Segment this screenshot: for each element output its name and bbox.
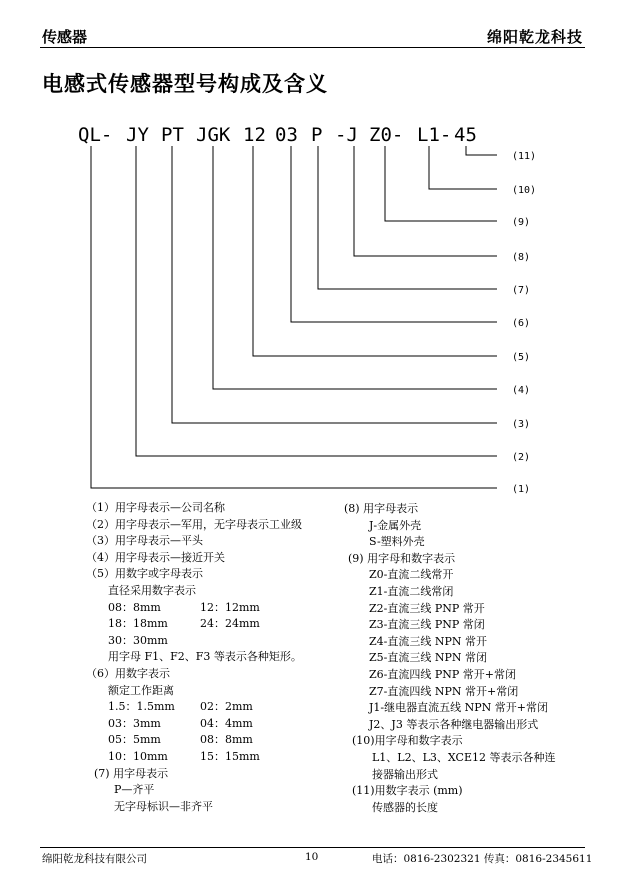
code-segment-1: QL- <box>78 124 113 146</box>
right-line-12: Z7-直流四线 NPN 常开+常闭 <box>369 684 519 698</box>
right-line-17: 接器输出形式 <box>372 767 438 781</box>
code-segment-9: Z0- <box>369 124 404 146</box>
callout-line-5 <box>253 146 497 356</box>
callout-line-1 <box>91 146 497 488</box>
left-line-12: 额定工作距离 <box>108 683 174 697</box>
right-line-15: (10)用字母和数字表示 <box>352 734 463 748</box>
left-line-9: 30：30mm <box>108 633 168 647</box>
left-line-14-1: 03：3mm <box>108 716 161 730</box>
left-line-7-2: 12：12mm <box>200 600 260 614</box>
callout-label-1: (1) <box>512 484 531 495</box>
left-line-8-1: 18：18mm <box>108 617 168 631</box>
left-line-18: P—齐平 <box>114 783 155 797</box>
code-segment-3: PT <box>161 124 184 146</box>
page-title: 电感式传感器型号构成及含义 <box>42 72 328 96</box>
left-line-15-1: 05：5mm <box>108 733 161 747</box>
right-line-6: Z1-直流二线常闭 <box>369 585 454 598</box>
footer-company: 绵阳乾龙科技有限公司 <box>42 853 147 865</box>
right-line-10: Z5-直流三线 NPN 常闭 <box>369 651 488 665</box>
code-segment-2: JY <box>126 124 149 146</box>
left-line-13-2: 02：2mm <box>200 700 253 714</box>
callout-label-6: (6) <box>512 318 531 329</box>
callout-line-3 <box>172 146 497 423</box>
code-segment-10: L1- <box>417 124 452 146</box>
left-line-2: （2）用字母表示—军用，无字母表示工业级 <box>86 517 302 531</box>
footer-page-number: 10 <box>305 851 319 863</box>
callout-line-9 <box>385 146 497 221</box>
left-line-1: （1）用字母表示—公司名称 <box>86 501 225 514</box>
right-line-4: (9) 用字母和数字表示 <box>348 551 456 565</box>
left-line-7-1: 08：8mm <box>108 600 161 614</box>
right-line-18: (11)用数字表示 (mm) <box>352 784 463 798</box>
left-line-14-2: 04：4mm <box>200 716 253 730</box>
right-line-13: J1-继电器直流五线 NPN 常开+常闭 <box>369 701 548 715</box>
code-segment-4: JGK <box>196 124 231 146</box>
callout-line-4 <box>213 146 497 389</box>
left-line-8-2: 24：24mm <box>200 617 260 631</box>
callout-line-10 <box>429 146 497 189</box>
callout-label-9: (9) <box>512 217 531 228</box>
left-line-13-1: 1.5：1.5mm <box>108 700 175 714</box>
footer-rule <box>40 847 585 848</box>
callout-label-4: (4) <box>512 385 531 396</box>
right-line-16: L1、L2、L3、XCE12 等表示各种连 <box>372 751 556 764</box>
right-line-7: Z2-直流三线 PNP 常开 <box>369 601 485 615</box>
footer-contact: 电话：0816-2302321 传真：0816-2345611 <box>372 853 593 865</box>
callout-label-2: (2) <box>512 452 531 463</box>
code-segment-8: -J <box>335 124 358 146</box>
left-line-4: （4）用字母表示—接近开关 <box>86 550 225 564</box>
left-line-16-1: 10：10mm <box>108 750 168 763</box>
code-segment-7: P <box>311 124 323 146</box>
left-line-5: （5）用数字或字母表示 <box>86 567 203 581</box>
left-line-11: （6）用数字表示 <box>86 667 170 680</box>
right-line-1: (8) 用字母表示 <box>344 502 419 515</box>
header-right: 绵阳乾龙科技 <box>486 28 583 46</box>
callout-label-5: (5) <box>512 352 531 363</box>
left-line-19: 无字母标识—非齐平 <box>114 799 213 813</box>
left-line-15-2: 08：8mm <box>200 733 253 747</box>
left-line-6: 直径采用数字表示 <box>108 584 196 597</box>
callout-line-2 <box>136 146 497 456</box>
right-line-14: J2、J3 等表示各种继电器输出形式 <box>369 717 539 731</box>
left-line-3: （3）用字母表示—平头 <box>86 534 203 548</box>
right-line-2: J-金属外壳 <box>369 518 422 532</box>
right-line-3: S-塑料外壳 <box>369 535 425 549</box>
callout-label-8: (8) <box>512 252 531 263</box>
right-line-9: Z4-直流三线 NPN 常开 <box>369 634 488 648</box>
callout-label-11: (11) <box>512 151 537 162</box>
callout-label-3: (3) <box>512 419 531 430</box>
left-line-17: (7) 用字母表示 <box>94 766 169 780</box>
left-line-10: 用字母 F1、F2、F3 等表示各种矩形。 <box>108 650 302 664</box>
callout-line-11 <box>466 146 497 155</box>
right-line-5: Z0-直流二线常开 <box>369 568 454 582</box>
code-segment-6: 03 <box>275 124 298 146</box>
callout-label-10: (10) <box>512 185 537 196</box>
callout-line-6 <box>291 146 497 322</box>
right-line-19: 传感器的长度 <box>372 800 438 814</box>
callout-line-7 <box>318 146 497 289</box>
right-line-11: Z6-直流四线 PNP 常开+常闭 <box>369 668 516 681</box>
left-line-16-2: 15：15mm <box>200 750 260 763</box>
header-left: 传感器 <box>42 28 88 46</box>
callout-label-7: (7) <box>512 285 531 296</box>
code-segment-5: 12 <box>243 124 266 146</box>
callout-line-8 <box>354 146 497 256</box>
right-line-8: Z3-直流三线 PNP 常闭 <box>369 618 485 632</box>
code-segment-11: 45 <box>454 124 477 146</box>
